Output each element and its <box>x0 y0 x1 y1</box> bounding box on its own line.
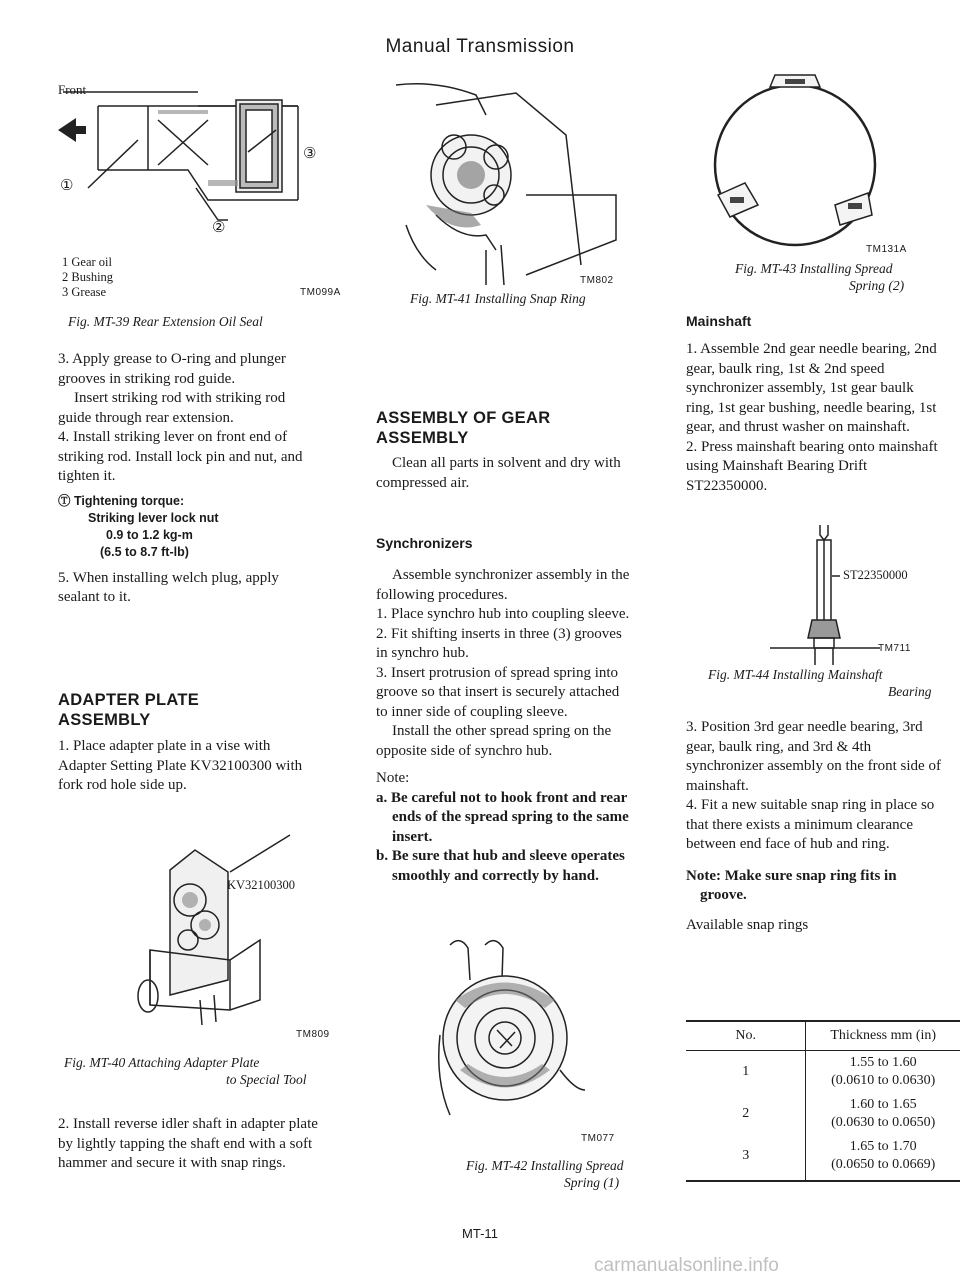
fig44-caption-line2: Bearing <box>888 684 932 699</box>
fig40-caption-line2: to Special Tool <box>226 1072 307 1087</box>
table-row <box>686 1093 960 1135</box>
torque-value-metric: 0.9 to 1.2 kg-m <box>106 527 193 542</box>
sync-step-1: 1. Place synchro hub into coupling sleeve. <box>376 606 630 622</box>
table-cell-thickness: 1.55 to 1.60 (0.0610 to 0.0630) <box>831 1055 936 1088</box>
table-header-thickness: Thickness mm (in) <box>806 1021 960 1051</box>
step-3b: Insert striking rod with striking rod guide through rear extension. <box>58 390 286 426</box>
fig39-legend <box>62 255 113 300</box>
fig41-code: TM802 <box>580 275 614 286</box>
page-header: Manual Transmission <box>385 36 575 57</box>
legend-item: 3 Grease <box>62 285 107 299</box>
torque-title: Tightening torque: <box>74 493 185 508</box>
sync-intro: Assemble synchronizer assembly in the following procedures. <box>376 567 630 603</box>
fig40-code: TM809 <box>296 1029 330 1040</box>
step-5: 5. When installing welch plug, apply sealant to it. <box>58 569 279 605</box>
mainshaft-step-2: 2. Press mainshaft bearing onto mainshaft using Mainshaft Bearing Drift ST22350000. <box>686 438 938 494</box>
fig40-tool-label: KV32100300 <box>227 878 296 892</box>
note-b: b. Be sure that hub and sleeve operates smoothly and correctly by hand. <box>376 848 625 884</box>
sync-text <box>376 566 631 886</box>
mainshaft-step-1: 1. Assemble 2nd gear needle bearing, 2nd gear, baulk ring, 1st & 2nd speed synchronizer assembly, 1st gear baulk ring, 1st gear bushing, needle bearing, 1st gear, and thrust washer on mainshaft. <box>686 341 937 435</box>
adapter-step-2: 2. Install reverse idler shaft in adapter plate by lightly tapping the shaft end with a soft hammer and secure it with snap rings. <box>58 1116 318 1171</box>
step-4: 4. Install striking lever on front end of striking rod. Install lock pin and nut, and tighten it. <box>58 429 303 484</box>
torque-icon: Ⓣ <box>58 493 71 508</box>
fig43-caption-line2: Spring (2) <box>849 278 905 293</box>
mainshaft-step-3: 3. Position 3rd gear needle bearing, 3rd gear, baulk ring, and 3rd & 4th synchronizer assembly on the front side of mainshaft. <box>686 719 941 794</box>
fig42-caption-line1: Fig. MT-42 Installing Spread <box>466 1158 624 1173</box>
available-snap-rings-label: Available snap rings <box>686 916 809 933</box>
callout-1: ① <box>60 178 74 194</box>
sync-step-3b: Install the other spread spring on the opposite side of synchro hub. <box>376 723 612 759</box>
mainshaft-text-a <box>686 340 941 496</box>
fig43-code: TM131A <box>866 244 907 255</box>
watermark: carmanualsonline.info <box>594 1255 779 1276</box>
front-label: Front <box>58 82 87 97</box>
note-label: Note: <box>376 770 410 786</box>
rear-extension-oil-seal-figure <box>58 70 358 270</box>
heading-synchronizers: Synchronizers <box>376 535 473 551</box>
fig39-caption: Fig. MT-39 Rear Extension Oil Seal <box>68 314 263 329</box>
installing-spread-spring-2-figure <box>700 65 890 255</box>
fig40-caption-line1: Fig. MT-40 Attaching Adapter Plate <box>64 1055 260 1070</box>
heading-gear-assembly: ASSEMBLY OF GEAR ASSEMBLY <box>376 409 551 447</box>
adapter-step-1: 1. Place adapter plate in a vise with Adapter Setting Plate KV32100300 with fork rod hole side up. <box>58 738 303 793</box>
note-a: a. Be careful not to hook front and rear ends of the spread spring to the same insert. <box>376 789 629 845</box>
heading-adapter-plate: ADAPTER PLATE ASSEMBLY <box>58 691 200 729</box>
snap-ring-table <box>686 1020 960 1182</box>
adapter-plate-special-tool-figure <box>110 830 330 1030</box>
clean-text: Clean all parts in solvent and dry with compressed air. <box>376 455 621 491</box>
snap-ring-note: Note: Make sure snap ring fits in groove. <box>686 867 897 903</box>
step-3: 3. Apply grease to O-ring and plunger grooves in striking rod guide. <box>58 351 286 387</box>
legend-item: 2 Bushing <box>62 270 114 284</box>
sync-step-2: 2. Fit shifting inserts in three (3) grooves in synchro hub. <box>376 625 622 661</box>
installing-spread-spring-1-figure <box>410 940 610 1120</box>
torque-block <box>58 493 320 561</box>
table-cell-no: 3 <box>686 1135 806 1181</box>
sync-step-3: 3. Insert protrusion of spread spring into groove so that insert is securely attached to inner side of coupling sleeve. <box>376 664 620 720</box>
mainshaft-text-b <box>686 718 941 935</box>
col1-text-a <box>58 350 320 608</box>
fig43-caption-line1: Fig. MT-43 Installing Spread <box>735 261 893 276</box>
mainshaft-step-4: 4. Fit a new suitable snap ring in place so that there exists a minimum clearance between end face of hub and ring. <box>686 797 935 852</box>
snap-ring-table-wrap <box>686 1020 960 1182</box>
torque-item: Striking lever lock nut <box>88 510 219 525</box>
fig44-code: TM711 <box>878 643 911 654</box>
table-row <box>686 1135 960 1181</box>
torque-value-imperial: (6.5 to 8.7 ft-lb) <box>100 544 189 559</box>
callout-2: ② <box>212 220 226 236</box>
page-number: MT-11 <box>462 1226 498 1241</box>
table-header-no: No. <box>686 1021 806 1051</box>
legend-item: 1 Gear oil <box>62 255 112 269</box>
fig39-code: TM099A <box>300 287 341 298</box>
table-cell-thickness: 1.60 to 1.65 (0.0630 to 0.0650) <box>831 1097 936 1130</box>
fig42-caption-line2: Spring (1) <box>564 1175 620 1190</box>
table-cell-no: 2 <box>686 1093 806 1135</box>
fig42-code: TM077 <box>581 1133 615 1144</box>
heading-mainshaft: Mainshaft <box>686 313 752 329</box>
table-cell-no: 1 <box>686 1051 806 1094</box>
table-row <box>686 1051 960 1094</box>
callout-3: ③ <box>303 146 317 162</box>
installing-snap-ring-figure <box>376 75 636 295</box>
fig41-caption: Fig. MT-41 Installing Snap Ring <box>410 291 586 306</box>
table-cell-thickness: 1.65 to 1.70 (0.0650 to 0.0669) <box>806 1135 960 1181</box>
fig44-tool-label: ST22350000 <box>843 568 908 582</box>
fig44-caption-line1: Fig. MT-44 Installing Mainshaft <box>708 667 883 682</box>
